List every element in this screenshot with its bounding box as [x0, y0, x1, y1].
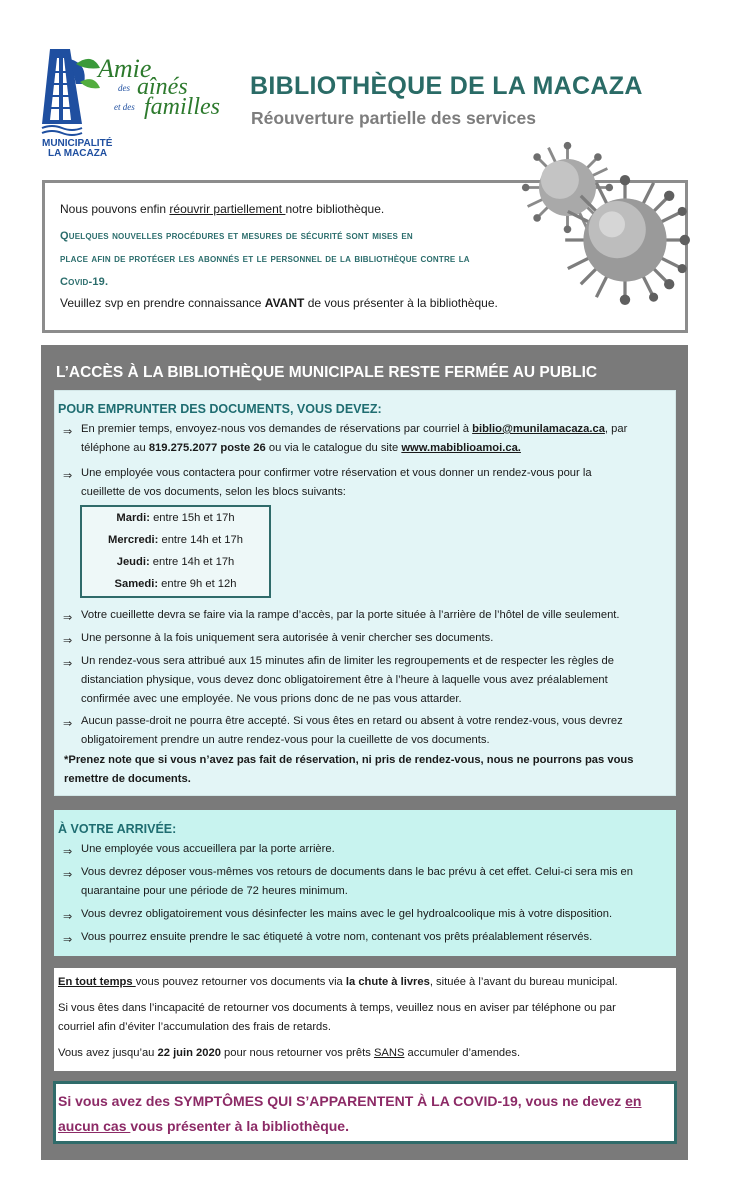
library-email-link[interactable]: biblio@munilamacaza.ca [472, 423, 605, 435]
arrow-icon: ⇒ [63, 934, 73, 946]
page-title: BIBLIOTHÈQUE DE LA MACAZA [250, 72, 643, 100]
logo-etdes-text: et des [114, 102, 135, 112]
arrival-step-4: Vous pourrez ensuite prendre le sac étiqueté à votre nom, contenant vos prêts préalablement réservés. [81, 931, 593, 943]
coronavirus-large-icon [560, 175, 690, 305]
returns-deadline: Vous avez jusqu’au 22 juin 2020 pour nous retourner vos prêts SANS accumuler d’amendes. [58, 1047, 521, 1059]
borrow-step-4: Une personne à la fois uniquement sera autorisée à venir chercher ses documents. [81, 632, 494, 644]
returns-late-notice: Si vous êtes dans l’incapacité de retourner vos documents à temps, veuillez nous en aviser par téléphone ou par courriel afin d’éviter l’accumulation des frais de retards. [58, 1002, 616, 1033]
intro-safety-notice: Quelques nouvelles procédures et mesures de sécurité sont mises en place afin de protéger les abonnés et le personnel de la bibliothèque contre la Covid-19. [60, 230, 470, 288]
logo-familles-text: familles [144, 94, 220, 120]
borrow-step-6: Aucun passe-droit ne pourra être accepté. Si vous êtes en retard ou absent à votre rendez-vous, vous devrez obligatoirement prendre un autre rendez-vous pour la cueillette de vos documents. [81, 715, 623, 746]
arrival-step-3: Vous devrez obligatoirement vous désinfecter les mains avec le gel hydroalcoolique mis à votre disposition. [81, 908, 613, 920]
arrow-icon: ⇒ [63, 426, 73, 438]
arrival-heading: À VOTRE ARRIVÉE: [58, 822, 177, 836]
borrow-step-5: Un rendez-vous sera attribué aux 15 minutes afin de limiter les regroupements et de respecter les règles de distanciation physique, vous devez donc obligatoirement être à l’heure à laquelle vous avez préalablement confirmée avec une employée. Ne vous prions donc de ne pas vous attarder. [81, 655, 614, 705]
municipality-logo [40, 44, 235, 156]
logo-aines-text: aînés [137, 74, 188, 100]
schedule-row: Mercredi: entre 14h et 17h [108, 534, 243, 546]
schedule-row: Mardi: entre 15h et 17h [116, 512, 235, 524]
reservation-note: *Prenez note que si vous n’avez pas fait de réservation, ni pris de rendez-vous, nous ne pourrons pas vous remettre de documents. [64, 754, 634, 785]
intro-paragraph: Nous pouvons enfin réouvrir partiellement notre bibliothèque. [60, 202, 385, 216]
arrow-icon: ⇒ [63, 869, 73, 881]
logo-lamacaza-text: LA MACAZA [48, 148, 108, 156]
borrow-heading: POUR EMPRUNTER DES DOCUMENTS, VOUS DEVEZ: [58, 402, 382, 416]
logo-des-text: des [118, 83, 130, 93]
logo-amie-text: Amie [98, 54, 152, 83]
pickup-schedule [80, 505, 271, 598]
arrival-step-2: Vous devrez déposer vous-mêmes vos retours de documents dans le bac prévu à cet effet. Celui-ci sera mis en quarantaine pour une période de 72 heures minimum. [81, 866, 633, 897]
borrow-step-1: En premier temps, envoyez-nous vos demandes de réservations par courriel à biblio@munilamacaza.ca, par téléphone au 819.275.2077 poste 26 ou via le catalogue du site www.mabiblioamoi.ca. [81, 423, 628, 454]
borrow-step-2: Une employée vous contactera pour confirmer votre réservation et vous donner un rendez-vous pour la cueillette de vos documents, selon les blocs suivants: [81, 467, 592, 498]
borrow-step-3: Votre cueillette devra se faire via la rampe d’accès, par la porte située à l’arrière de l’hôtel de ville seulement. [81, 609, 620, 621]
arrow-icon: ⇒ [63, 911, 73, 923]
arrow-icon: ⇒ [63, 658, 73, 670]
panel-title: L’ACCÈS À LA BIBLIOTHÈQUE MUNICIPALE RESTE FERMÉE AU PUBLIC [56, 364, 598, 381]
schedule-row: Samedi: entre 9h et 12h [114, 578, 237, 590]
intro-read-before: Veuillez svp en prendre connaissance AVANT de vous présenter à la bibliothèque. [60, 296, 498, 310]
page-subtitle: Réouverture partielle des services [251, 108, 537, 128]
covid-warning-text: Si vous avez des SYMPTÔMES QUI S’APPARENTENT À LA COVID-19, vous ne devez en aucun cas vous présenter à la bibliothèque. [58, 1093, 642, 1134]
returns-anytime: En tout temps vous pouvez retourner vos documents via la chute à livres, située à l’avant du bureau municipal. [58, 976, 618, 988]
library-phone: 819.275.2077 poste 26 [148, 442, 266, 454]
arrow-icon: ⇒ [63, 718, 73, 730]
catalogue-site-link[interactable]: www.mabiblioamoi.ca. [401, 442, 521, 454]
arrow-icon: ⇒ [63, 635, 73, 647]
logo-municipalite-text: MUNICIPALITÉ [42, 138, 113, 149]
arrow-icon: ⇒ [63, 470, 73, 482]
arrival-step-1: Une employée vous accueillera par la porte arrière. [81, 843, 335, 855]
arrow-icon: ⇒ [63, 612, 73, 624]
schedule-row: Jeudi: entre 14h et 17h [116, 556, 235, 568]
arrow-icon: ⇒ [63, 846, 73, 858]
